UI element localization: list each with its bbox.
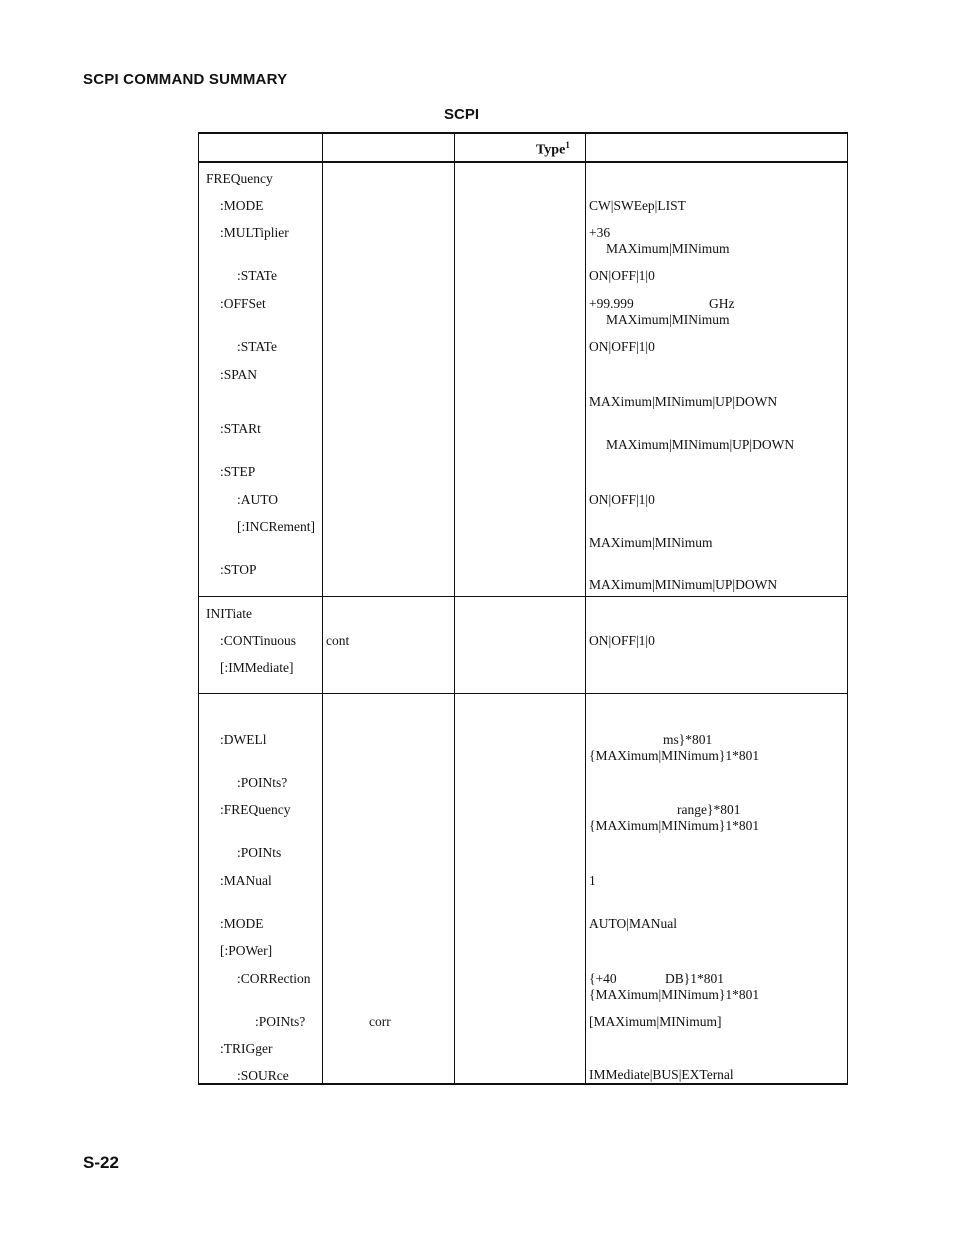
param-step-increment: MAXimum|MINimum — [589, 535, 713, 550]
param-multiplier-1: +36 — [589, 225, 611, 240]
alias-continuous: cont — [326, 633, 350, 648]
param-correction-1: {+40 — [589, 971, 617, 986]
cmd-frequency: FREQuency — [206, 171, 273, 186]
cmd-span: :SPAN — [220, 367, 258, 382]
param-offset-2: MAXimum|MINimum — [606, 312, 730, 327]
cmd-continuous: :CONTinuous — [220, 633, 297, 648]
cmd-immediate: [:IMMediate] — [220, 660, 294, 675]
cmd-dwell: :DWELl — [220, 732, 267, 747]
cmd-offset: :OFFSet — [220, 296, 266, 311]
cmd-start: :STARt — [220, 421, 261, 436]
cmd-list-mode: :MODE — [220, 916, 264, 931]
param-mult-state: ON|OFF|1|0 — [589, 268, 655, 283]
param-manual: 1 — [589, 873, 596, 888]
cmd-step: :STEP — [220, 464, 256, 479]
cmd-stop: :STOP — [220, 562, 257, 577]
cmd-list-freq-points: :POINts — [237, 845, 282, 860]
cmd-correction: :CORRection — [237, 971, 311, 986]
command-table — [198, 132, 848, 1085]
param-step-auto: ON|OFF|1|0 — [589, 492, 655, 507]
group-divider — [199, 693, 847, 694]
cmd-initiate: INITiate — [206, 606, 252, 621]
group-divider — [199, 596, 847, 597]
cmd-corr-points: :POINts? — [255, 1014, 306, 1029]
param-start: MAXimum|MINimum|UP|DOWN — [606, 437, 795, 452]
param-dwell-2: {MAXimum|MINimum}1*801 — [589, 748, 760, 763]
param-offset-unit: GHz — [709, 296, 735, 311]
cmd-list-frequency: :FREQuency — [220, 802, 291, 817]
header-divider — [199, 161, 847, 163]
section-title: SCPI COMMAND SUMMARY — [83, 71, 288, 88]
cmd-freq-mode: :MODE — [220, 198, 264, 213]
type-header: Type$^1$ — [536, 140, 570, 158]
page-number: S-22 — [83, 1153, 119, 1172]
cmd-multiplier: :MULTiplier — [220, 225, 289, 240]
param-continuous: ON|OFF|1|0 — [589, 633, 655, 648]
cmd-source: :SOURce — [237, 1068, 289, 1083]
column-divider — [322, 134, 323, 1083]
param-dwell-1: ms}*801 — [663, 732, 713, 747]
param-correction-2: {MAXimum|MINimum}1*801 — [589, 987, 760, 1002]
column-divider — [454, 134, 455, 1083]
cmd-offset-state: :STATe — [237, 339, 277, 354]
cmd-power: [:POWer] — [220, 943, 273, 958]
param-source: IMMediate|BUS|EXTernal — [589, 1067, 734, 1082]
cmd-step-auto: :AUTO — [237, 492, 279, 507]
param-corr-points: [MAXimum|MINimum] — [589, 1014, 722, 1029]
alias-corr: corr — [369, 1014, 391, 1029]
param-list-frequency-1: range}*801 — [677, 802, 741, 817]
param-offset-1: +99.999 — [589, 296, 634, 311]
column-divider — [585, 134, 586, 1083]
cmd-mult-state: :STATe — [237, 268, 277, 283]
param-offset-state: ON|OFF|1|0 — [589, 339, 655, 354]
param-stop: MAXimum|MINimum|UP|DOWN — [589, 577, 778, 592]
cmd-dwell-points: :POINts? — [237, 775, 288, 790]
cmd-manual: :MANual — [220, 873, 272, 888]
param-list-mode: AUTO|MANual — [589, 916, 677, 931]
table-title: SCPI — [444, 106, 480, 123]
param-multiplier-2: MAXimum|MINimum — [606, 241, 730, 256]
param-list-frequency-2: {MAXimum|MINimum}1*801 — [589, 818, 760, 833]
cmd-trigger: :TRIGger — [220, 1041, 273, 1056]
cmd-step-increment: [:INCRement] — [237, 519, 315, 534]
param-span: MAXimum|MINimum|UP|DOWN — [589, 394, 778, 409]
param-freq-mode: CW|SWEep|LIST — [589, 198, 686, 213]
param-correction-1b: DB}1*801 — [665, 971, 724, 986]
